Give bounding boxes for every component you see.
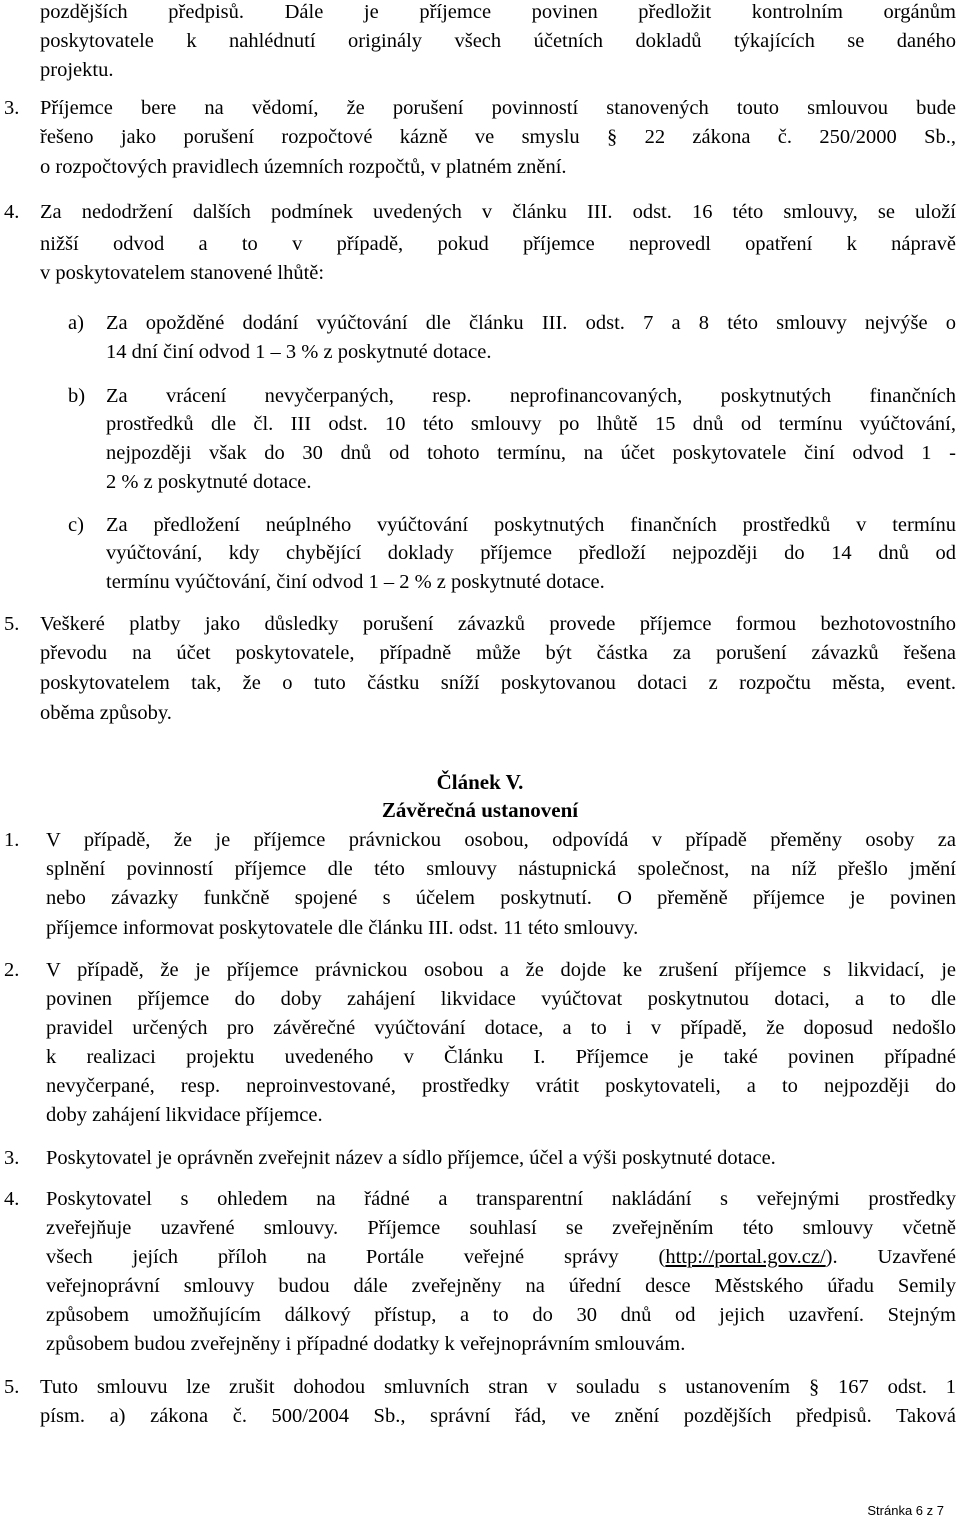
text-line-with-link	[46, 1245, 956, 1269]
text-line: Tuto smlouvu lze zrušit dohodou smluvních stran v souladu s ustanovením § 167 odst. 1	[40, 1376, 956, 1398]
sublist-label: a)	[68, 312, 84, 334]
text-line: 14 dní činí odvod 1 – 3 % z poskytnuté dotace.	[106, 341, 492, 363]
text-line: prostředků dle čl. III odst. 10 této smlouvy po lhůtě 15 dnů od termínu vyúčtování,	[106, 413, 956, 435]
text-line: Za předložení neúplného vyúčtování poskytnutých finančních prostředků v termínu	[106, 514, 956, 536]
text-line: projektu.	[40, 59, 114, 81]
text-line: V případě, že je příjemce právnickou osobou, odpovídá v případě přeměny osoby za	[46, 829, 956, 851]
text-line: V případě, že je příjemce právnickou osobou a že dojde ke zrušení příjemce s likvidací, je	[46, 959, 956, 981]
list-number: 5.	[4, 1376, 20, 1398]
article-title: Článek V.	[436, 770, 524, 794]
sublist-label: c)	[68, 514, 84, 536]
text-line: v poskytovatelem stanovené lhůtě:	[40, 262, 325, 284]
text-line: nebo závazky funkčně spojené s účelem poskytnutí. O přeměně příjemce je povinen	[46, 887, 956, 909]
text-line: Za nedodržení dalších podmínek uvedených v článku III. odst. 16 této smlouvy, se uloží	[40, 201, 956, 223]
list-number: 2.	[4, 959, 20, 981]
text-line: veřejnoprávní smlouvy budou dále zveřejněny na úřední desce Městského úřadu Semily	[46, 1275, 956, 1297]
text-line: řešeno jako porušení rozpočtové kázně ve smyslu § 22 zákona č. 250/2000 Sb.,	[40, 126, 956, 148]
list-number: 4.	[4, 201, 20, 223]
list-number: 3.	[4, 97, 20, 119]
text-line: způsobem budou zveřejněny i případné dodatky k veřejnoprávním smlouvám.	[46, 1333, 686, 1355]
text-line: splnění povinností příjemce dle této smlouvy nástupnická společnost, na níž přešlo jmění	[46, 858, 956, 880]
list-number: 4.	[4, 1188, 20, 1210]
text-line: poskytovatele k nahlédnutí originály všech účetních dokladů týkajících se daného	[40, 30, 956, 52]
text-line: 2 % z poskytnuté dotace.	[106, 471, 312, 493]
text-span: všech jejích příloh na Portále veřejné správy (	[46, 1246, 666, 1268]
portal-link[interactable]: http://portal.gov.cz/	[665, 1246, 826, 1268]
text-line: oběma způsoby.	[40, 702, 172, 724]
text-line: pozdějších předpisů. Dále je příjemce povinen předložit kontrolním orgánům	[40, 1, 956, 23]
text-line: způsobem umožňujícím dálkový přístup, a to do 30 dnů od jejich uzavření. Stejným	[46, 1304, 956, 1326]
text-line: nejpozději však do 30 dnů od tohoto termínu, na účet poskytovatele činí odvod 1 -	[106, 442, 956, 464]
text-line: Poskytovatel je oprávněn zveřejnit název a sídlo příjemce, účel a výši poskytnuté dotace.	[46, 1147, 776, 1169]
text-span: ). Uzavřené	[825, 1246, 956, 1268]
text-line: Příjemce bere na vědomí, že porušení povinností stanovených touto smlouvou bude	[40, 97, 956, 119]
text-line: o rozpočtových pravidlech územních rozpočtů, v platném znění.	[40, 156, 567, 178]
text-line: doby zahájení likvidace příjemce.	[46, 1104, 323, 1126]
text-line: poskytovatelem tak, že o tuto částku sníží poskytovanou dotaci z rozpočtu města, event.	[40, 672, 956, 694]
text-line: převodu na účet poskytovatele, případně může být částka za porušení závazků řešena	[40, 642, 956, 664]
page-number: Stránka 6 z 7	[867, 1503, 944, 1518]
text-line: termínu vyúčtování, činí odvod 1 – 2 % z poskytnuté dotace.	[106, 571, 605, 593]
text-line: Za vrácení nevyčerpaných, resp. neprofinancovaných, poskytnutých finančních	[106, 385, 956, 407]
text-line: Veškeré platby jako důsledky porušení závazků provede příjemce formou bezhotovostního	[40, 613, 956, 635]
sublist-label: b)	[68, 385, 86, 407]
article-subtitle: Závěrečná ustanovení	[381, 798, 579, 822]
text-line: příjemce informovat poskytovatele dle článku III. odst. 11 této smlouvy.	[46, 917, 639, 939]
text-line: písm. a) zákona č. 500/2004 Sb., správní řád, ve znění pozdějších předpisů. Taková	[40, 1405, 956, 1427]
text-line: zveřejňuje uzavřené smlouvy. Příjemce souhlasí se zveřejněním této smlouvy včetně	[46, 1217, 956, 1239]
text-line: pravidel určených pro závěrečné vyúčtování dotace, a to i v případě, že doposud nedošlo	[46, 1017, 956, 1039]
text-line: nevyčerpané, resp. neproinvestované, prostředky vrátit poskytovateli, a to nejpozději do	[46, 1075, 956, 1097]
text-line: nižší odvod a to v případě, pokud příjemce neprovedl opatření k nápravě	[40, 233, 956, 255]
list-number: 1.	[4, 829, 20, 851]
list-number: 5.	[4, 613, 20, 635]
text-line: povinen příjemce do doby zahájení likvidace vyúčtovat poskytnutou dotaci, a to dle	[46, 988, 956, 1010]
list-number: 3.	[4, 1147, 20, 1169]
text-line: Za opožděné dodání vyúčtování dle článku III. odst. 7 a 8 této smlouvy nejvýše o	[106, 312, 956, 334]
text-line: vyúčtování, kdy chybějící doklady příjemce předloží nejpozději do 14 dnů od	[106, 542, 956, 564]
text-line: Poskytovatel s ohledem na řádné a transparentní nakládání s veřejnými prostředky	[46, 1188, 956, 1210]
text-line: k realizaci projektu uvedeného v Článku I. Příjemce je také povinen případné	[46, 1046, 956, 1068]
